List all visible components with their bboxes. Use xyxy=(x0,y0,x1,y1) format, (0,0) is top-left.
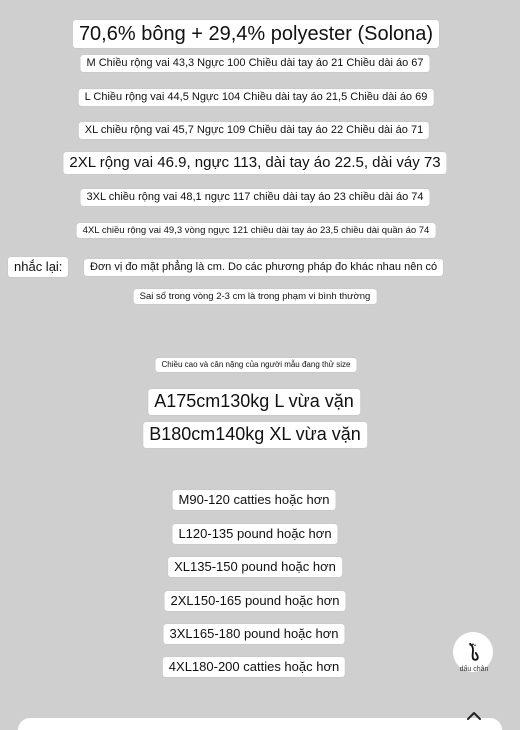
tolerance-text: Sai số trong vòng 2-3 cm là trong phạm vi bình thường xyxy=(134,289,377,304)
footprint-caption: dấu chân xyxy=(459,666,489,673)
bottom-sheet-handle[interactable] xyxy=(18,718,502,730)
weight-row-3xl: 3XL165-180 pound hoặc hơn xyxy=(164,624,345,644)
size-row-l: L Chiều rộng vai 44,5 Ngực 104 Chiều dài tay áo 21,5 Chiều dài áo 69 xyxy=(79,89,434,106)
size-row-xl: XL chiều rộng vai 45,7 Ngực 109 Chiều dài tay áo 22 Chiều dài áo 71 xyxy=(79,122,429,139)
model-a: A175cm130kg L vừa vặn xyxy=(148,389,360,415)
reminder-text: Đơn vị đo mặt phẳng là cm. Do các phương pháp đo khác nhau nên có xyxy=(84,259,443,276)
weight-row-4xl: 4XL180-200 catties hoặc hơn xyxy=(163,657,345,677)
chevron-up-icon[interactable] xyxy=(466,711,482,721)
reminder-label: nhắc lại: xyxy=(8,257,68,277)
model-heading: Chiều cao và cân nặng của người mẫu đang thử size xyxy=(156,358,357,372)
size-row-2xl: 2XL rộng vai 46.9, ngực 113, dài tay áo 22.5, dài váy 73 xyxy=(63,152,446,174)
weight-row-xl: XL135-150 pound hoặc hơn xyxy=(168,557,342,577)
size-row-3xl: 3XL chiều rộng vai 48,1 ngực 117 chiều dài tay áo 23 chiều dài áo 74 xyxy=(81,189,430,206)
material-label: 70,6% bông + 29,4% polyester (Solona) xyxy=(73,20,439,48)
size-row-4xl: 4XL chiều rộng vai 49,3 vòng ngực 121 chiều dài tay áo 23,5 chiều dài quần áo 74 xyxy=(77,223,436,238)
size-row-m: M Chiều rộng vai 43,3 Ngực 100 Chiều dài tay áo 21 Chiều dài áo 67 xyxy=(81,55,430,72)
footprint-icon xyxy=(462,641,484,663)
weight-row-l: L120-135 pound hoặc hơn xyxy=(172,524,337,544)
weight-row-2xl: 2XL150-165 pound hoặc hơn xyxy=(165,591,346,611)
model-b: B180cm140kg XL vừa vặn xyxy=(143,422,367,448)
weight-row-m: M90-120 catties hoặc hơn xyxy=(173,490,336,510)
